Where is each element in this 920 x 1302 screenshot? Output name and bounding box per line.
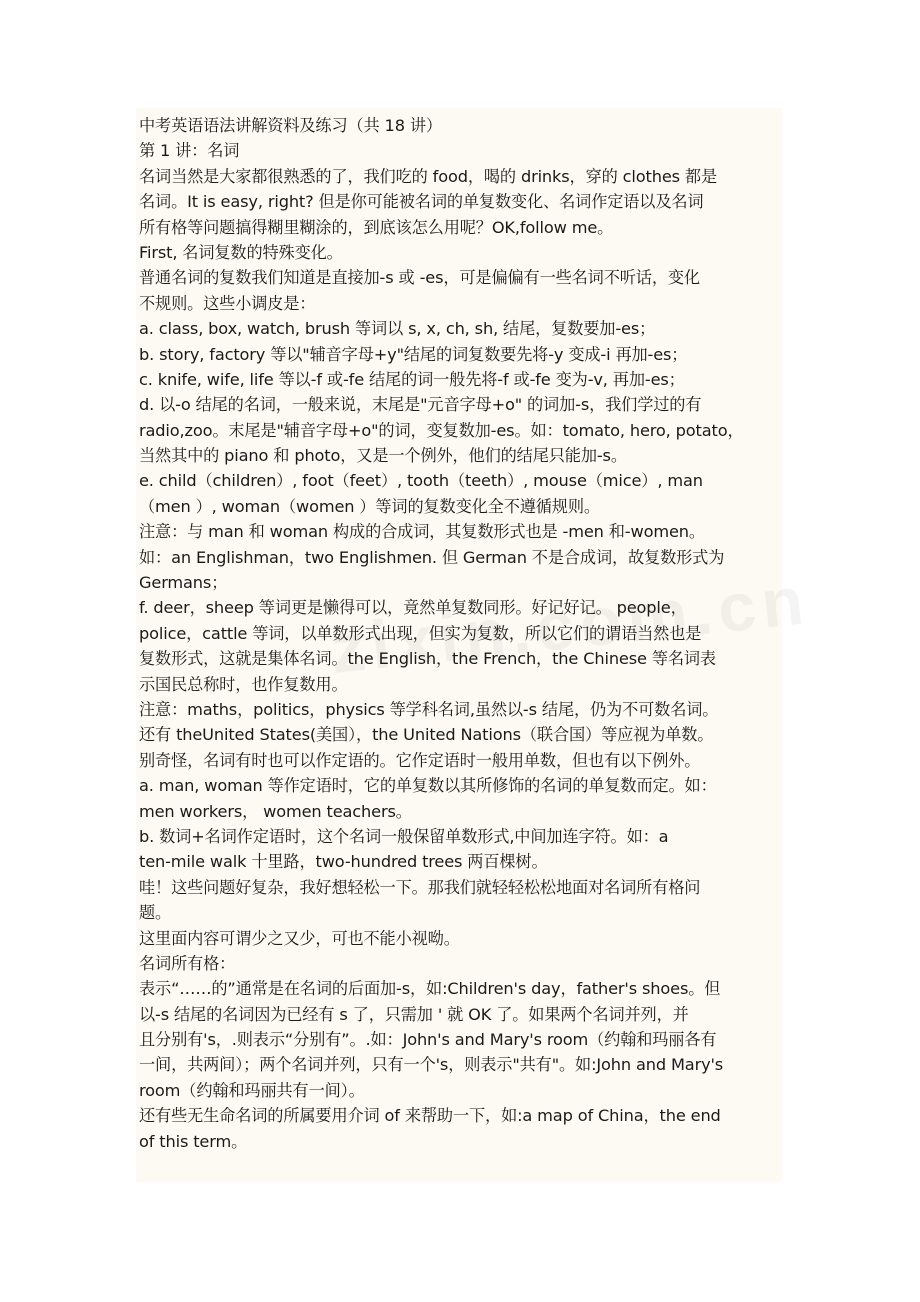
text-line: 还有 theUnited States(美国），the United Nations（联合国）等应视为单数。 [139, 725, 714, 745]
text-line: 且分别有's，.则表示“分别有”。.如：John's and Mary's room（约翰和玛丽各有 [139, 1030, 717, 1050]
document-body [139, 113, 799, 1154]
text-line: e. child（children）, foot（feet）, tooth（teeth）, mouse（mice）, man [139, 471, 703, 491]
text-line: police，cattle 等词，以单数形式出现，但实为复数，所以它们的谓语当然也是 [139, 623, 702, 643]
text-line: ten-mile walk 十里路，two-hundred trees 两百棵树。 [139, 852, 548, 872]
text-line: 以-s 结尾的名词因为已经有 s 了，只需加 ' 就 OK 了。如果两个名词并列，并 [139, 1004, 689, 1024]
text-line: f. deer，sheep 等词更是懒得可以，竟然单复数同形。好记好记。 people， [139, 598, 687, 618]
text-line: 哇！这些问题好复杂，我好想轻松一下。那我们就轻轻松松地面对名词所有格问 [139, 877, 701, 897]
text-line: 注意：与 man 和 woman 构成的合成词，其复数形式也是 -men 和-women。 [139, 522, 705, 542]
text-line: 名词当然是大家都很熟悉的了，我们吃的 food，喝的 drinks，穿的 clothes 都是 [139, 166, 717, 186]
text-line: （men ）, woman（women ）等词的复数变化全不遵循规则。 [139, 496, 600, 516]
text-line: 不规则。这些小调皮是： [139, 293, 316, 313]
text-line: First, 名词复数的特殊变化。 [139, 242, 343, 262]
text-line: 表示“……的”通常是在名词的后面加-s，如:Children's day，father's shoes。但 [139, 979, 721, 999]
document-title: 中考英语语法讲解资料及练习（共 18 讲） [139, 116, 442, 135]
text-line: 还有些无生命名词的所属要用介词 of 来帮助一下，如:a map of China，the end [139, 1106, 721, 1126]
text-line: 复数形式，这就是集体名词。the English，the French，the Chinese 等名词表 [139, 649, 716, 669]
text-line: 如：an Englishman，two Englishmen. 但 German 不是合成词，故复数形式为 [139, 547, 725, 567]
text-line: a. class, box, watch, brush 等词以 s, x, ch, sh, 结尾，复数要加-es； [139, 319, 656, 339]
text-line: 普通名词的复数我们知道是直接加-s 或 -es，可是偏偏有一些名词不听话，变化 [139, 268, 700, 288]
text-line: men workers， women teachers。 [139, 801, 412, 821]
text-line: radio,zoo。末尾是"辅音字母+o"的词，变复数加-es。如：tomato, hero, potato， [139, 420, 744, 440]
text-line: 别奇怪，名词有时也可以作定语的。它作定语时一般用单数，但也有以下例外。 [139, 750, 701, 770]
text-line: room（约翰和玛丽共有一间）。 [139, 1080, 365, 1100]
text-line: 名词所有格： [139, 953, 236, 973]
text-line: of this term。 [139, 1131, 248, 1151]
lesson-heading: 第 1 讲：名词 [139, 141, 240, 161]
text-line: c. knife, wife, life 等以-f 或-fe 结尾的词一般先将-f 或-fe 变为-v, 再加-es； [139, 369, 685, 389]
text-line: 当然其中的 piano 和 photo，又是一个例外，他们的结尾只能加-s。 [139, 446, 627, 466]
text-line: d. 以-o 结尾的名词，一般来说，末尾是"元音字母+o" 的词加-s，我们学过的有 [139, 395, 702, 415]
text-line: 一间，共两间）；两个名词并列，只有一个's，则表示"共有"。如:John and Mary's [139, 1055, 724, 1075]
text-line: a. man, woman 等作定语时，它的单复数以其所修饰的名词的单复数而定。如： [139, 776, 717, 796]
text-line: 这里面内容可谓少之又少，可也不能小视呦。 [139, 928, 460, 948]
text-line: 名词。It is easy, right? 但是你可能被名词的单复数变化、名词作定语以及名词 [139, 192, 704, 212]
text-line: 示国民总称时，也作复数用。 [139, 674, 348, 694]
text-line: b. story, factory 等以"辅音字母+y"结尾的词复数要先将-y 变成-i 再加-es； [139, 344, 688, 364]
text-line: 注意：maths，politics，physics 等学科名词,虽然以-s 结尾，仍为不可数名词。 [139, 699, 719, 719]
text-line: b. 数词+名词作定语时，这个名词一般保留单数形式,中间加连字符。如：a [139, 826, 669, 846]
text-line: 所有格等问题搞得糊里糊涂的，到底该怎么用呢？OK,follow me。 [139, 217, 614, 237]
text-line: Germans； [139, 573, 228, 593]
text-line: 题。 [139, 903, 172, 923]
